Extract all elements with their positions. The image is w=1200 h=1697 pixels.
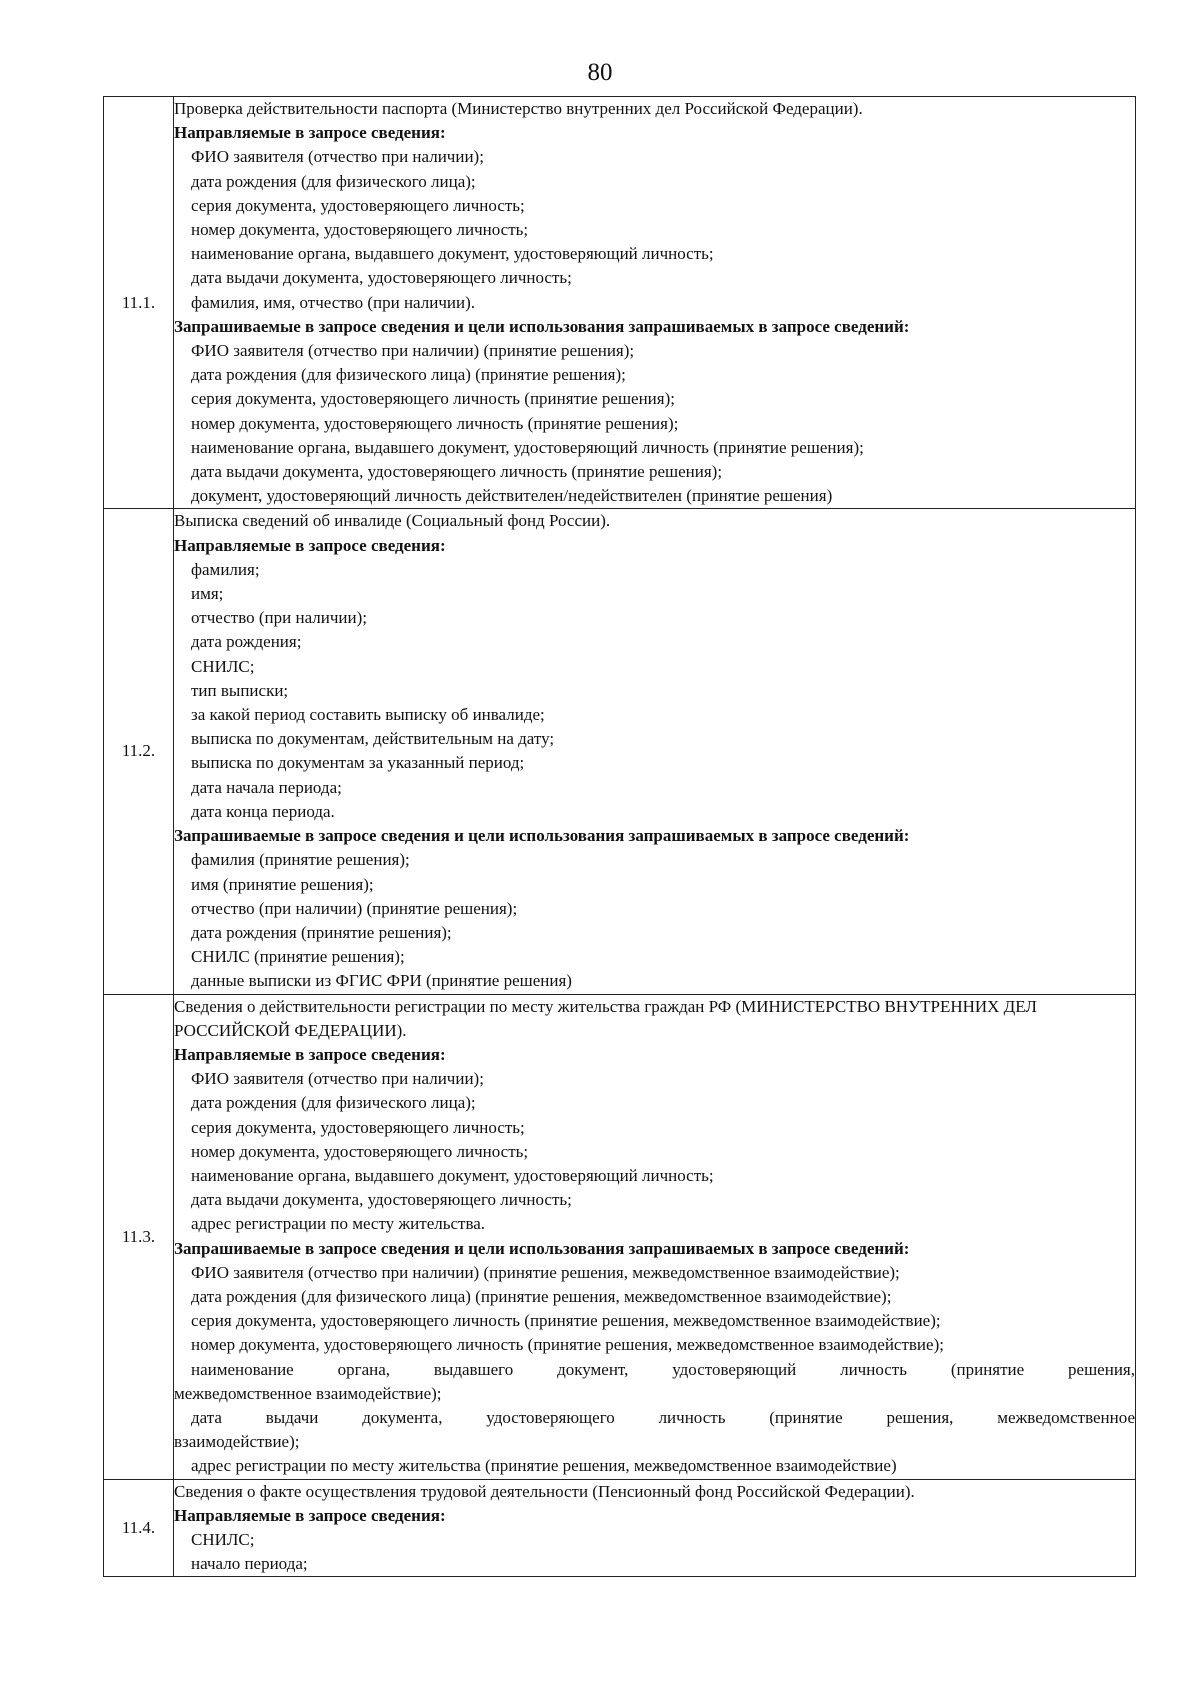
section-heading: Запрашиваемые в запросе сведения и цели использования запрашиваемых в запросе сведений:	[174, 826, 910, 846]
list-item: дата начала периода;	[191, 777, 342, 797]
section-heading: Направляемые в запросе сведения:	[174, 1505, 446, 1525]
list-item: наименование органа, выдавшего документ, удостоверяющий личность;	[191, 244, 714, 264]
list-item: номер документа, удостоверяющего личность;	[191, 1141, 529, 1161]
row-content	[174, 97, 1136, 509]
table-row	[104, 1479, 1136, 1577]
page-number: 80	[587, 59, 613, 86]
list-item: ФИО заявителя (отчество при наличии) (принятие решения);	[191, 341, 635, 361]
list-item: СНИЛС;	[191, 656, 255, 676]
row-content	[174, 994, 1136, 1479]
section-heading: Запрашиваемые в запросе сведения и цели использования запрашиваемых в запросе сведений:	[174, 316, 910, 336]
list-item: дата рождения (для физического лица) (принятие решения, межведомственное взаимодействие);	[191, 1286, 892, 1306]
list-item: дата рождения;	[191, 632, 302, 652]
list-item: дата выдачи документа, удостоверяющего личность;	[191, 1190, 572, 1210]
table-row	[104, 97, 1136, 509]
list-item: дата выдачи документа, удостоверяющего личность (принятие решения);	[191, 462, 723, 482]
row-content	[174, 1479, 1136, 1577]
list-item: наименование органа, выдавшего документ, удостоверяющий личность (принятие решения,	[191, 1359, 1135, 1379]
row-number: 11.2.	[104, 509, 174, 994]
list-item: номер документа, удостоверяющего личность (принятие решения, межведомственное взаимодействие);	[191, 1335, 944, 1355]
table-body	[104, 97, 1136, 1577]
list-item: серия документа, удостоверяющего личность (принятие решения, межведомственное взаимодействие);	[191, 1311, 941, 1331]
list-item: номер документа, удостоверяющего личность;	[191, 220, 529, 240]
text-line: взаимодействие);	[174, 1432, 300, 1452]
data-table	[103, 96, 1136, 1577]
list-item: дата рождения (для физического лица);	[191, 1093, 476, 1113]
list-item: дата рождения (для физического лица);	[191, 171, 476, 191]
list-item: имя (принятие решения);	[191, 874, 374, 894]
row-number: 11.4.	[104, 1479, 174, 1577]
list-item: отчество (при наличии) (принятие решения);	[191, 898, 518, 918]
list-item: дата рождения (принятие решения);	[191, 922, 452, 942]
list-item: номер документа, удостоверяющего личность (принятие решения);	[191, 413, 679, 433]
row-number: 11.3.	[104, 994, 174, 1479]
list-item: тип выписки;	[191, 680, 289, 700]
list-item: СНИЛС;	[191, 1529, 255, 1549]
list-item: начало периода;	[191, 1554, 308, 1574]
list-item: данные выписки из ФГИС ФРИ (принятие решения)	[191, 971, 572, 991]
list-item: выписка по документам, действительным на дату;	[191, 729, 555, 749]
text-line: Сведения о действительности регистрации по месту жительства граждан РФ (МИНИСТЕРСТВО ВНУТРЕННИХ ДЕЛ РОССИЙСКОЙ ФЕДЕРАЦИИ).	[174, 996, 1037, 1040]
section-heading: Направляемые в запросе сведения:	[174, 123, 446, 143]
row-number: 11.1.	[104, 97, 174, 509]
list-item: ФИО заявителя (отчество при наличии) (принятие решения, межведомственное взаимодействие);	[191, 1262, 900, 1282]
list-item: ФИО заявителя (отчество при наличии);	[191, 1069, 484, 1089]
section-heading: Направляемые в запросе сведения:	[174, 535, 446, 555]
list-item: адрес регистрации по месту жительства (принятие решения, межведомственное взаимодействие)	[191, 1456, 897, 1476]
table-row	[104, 509, 1136, 994]
text-line: межведомственное взаимодействие);	[174, 1383, 442, 1403]
list-item: наименование органа, выдавшего документ, удостоверяющий личность (принятие решения);	[191, 437, 864, 457]
list-item: фамилия, имя, отчество (при наличии).	[191, 292, 475, 312]
list-item: выписка по документам за указанный период;	[191, 753, 525, 773]
list-item: за какой период составить выписку об инвалиде;	[191, 705, 545, 725]
list-item: документ, удостоверяющий личность действителен/недействителен (принятие решения)	[191, 486, 833, 506]
list-item: фамилия (принятие решения);	[191, 850, 410, 870]
text-line: Сведения о факте осуществления трудовой деятельности (Пенсионный фонд Российской Федерации).	[174, 1481, 915, 1501]
row-content	[174, 509, 1136, 994]
text-line: Проверка действительности паспорта (Министерство внутренних дел Российской Федерации).	[174, 99, 863, 118]
list-item: ФИО заявителя (отчество при наличии);	[191, 147, 484, 167]
list-item: отчество (при наличии);	[191, 608, 367, 628]
list-item: дата рождения (для физического лица) (принятие решения);	[191, 365, 626, 385]
list-item: дата выдачи документа, удостоверяющего личность (принятие решения, межведомственное	[191, 1407, 1135, 1427]
list-item: имя;	[191, 584, 224, 604]
list-item: серия документа, удостоверяющего личность (принятие решения);	[191, 389, 675, 409]
table-row	[104, 994, 1136, 1479]
list-item: наименование органа, выдавшего документ, удостоверяющий личность;	[191, 1165, 714, 1185]
list-item: дата выдачи документа, удостоверяющего личность;	[191, 268, 572, 288]
list-item: дата конца периода.	[191, 801, 335, 821]
list-item: серия документа, удостоверяющего личность;	[191, 195, 525, 215]
text-line: Выписка сведений об инвалиде (Социальный фонд России).	[174, 511, 611, 531]
list-item: СНИЛС (принятие решения);	[191, 947, 405, 967]
section-heading: Запрашиваемые в запросе сведения и цели использования запрашиваемых в запросе сведений:	[174, 1238, 910, 1258]
section-heading: Направляемые в запросе сведения:	[174, 1044, 446, 1064]
list-item: адрес регистрации по месту жительства.	[191, 1214, 486, 1234]
list-item: серия документа, удостоверяющего личность;	[191, 1117, 525, 1137]
list-item: фамилия;	[191, 559, 260, 579]
